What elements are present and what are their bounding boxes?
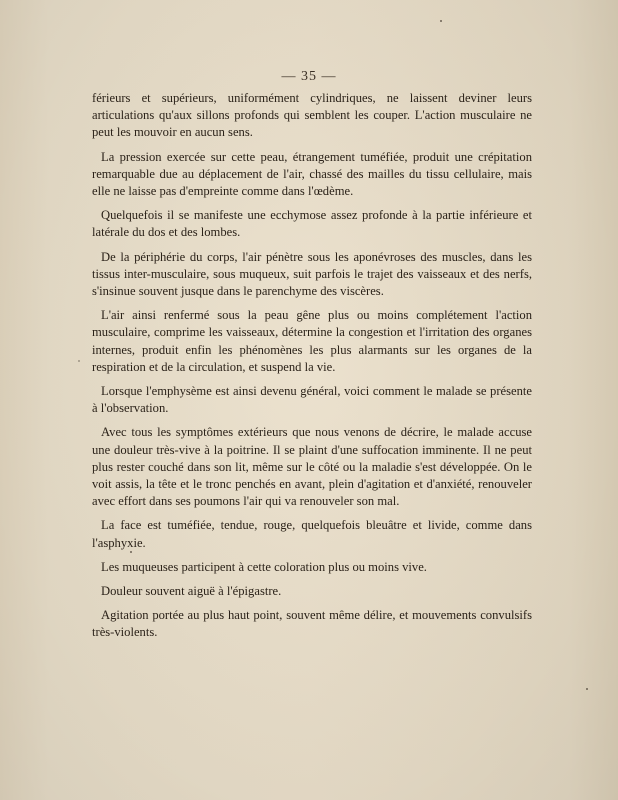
paragraph-9: Les muqueuses participent à cette coloration plus ou moins vive. (101, 559, 427, 574)
paper-speck (130, 551, 132, 553)
paragraph-3: Quelquefois il se manifeste une ecchymose assez profonde à la partie inférieure et latérale du dos et des lombes. (92, 208, 532, 240)
paragraph-5: L'air ainsi renfermé sous la peau gêne plus ou moins complétement l'action musculaire, comprime les vaisseaux, détermine la congestion et l'irritation des organes internes, produit enfin les phénomènes les plus alarmants sur les organes de la respiration et de la circulation, et suspend la vie. (92, 308, 532, 374)
paragraph-2: La pression exercée sur cette peau, étrangement tuméfiée, produit une crépitation remarquable due au déplacement de l'air, chassé des mailles du tissu cellulaire, mais elle ne laisse pas d'empreinte comme dans l'œdème. (92, 149, 532, 199)
paper-speck (440, 20, 442, 22)
paragraph-7: Avec tous les symptômes extérieurs que nous venons de décrire, le malade accuse une douleur très-vive à la poitrine. Il se plaint d'une suffocation imminente. Il ne peut plus rester couché dans son lit, même sur le côté ou la maladie s'est développée. On le voit assis, la tête et le tronc penchés en avant, plein d'agitation et d'anxiété, renouveler avec effort dans ses poumons l'air qui va renouveler son mal. (92, 425, 532, 509)
body-text (92, 90, 532, 649)
paragraph-8: La face est tuméfiée, tendue, rouge, quelquefois bleuâtre et livide, comme dans l'asphyxie. (92, 518, 532, 550)
paragraph-6: Lorsque l'emphysème est ainsi devenu général, voici comment le malade se présente à l'observation. (92, 384, 532, 416)
paragraph-4: De la périphérie du corps, l'air pénètre sous les aponévroses des muscles, dans les tissus inter-musculaire, sous muqueux, suit parfois le trajet des vaisseaux et des nerfs, s'insinue souvent jusque dans le parenchyme des viscères. (92, 249, 532, 299)
paragraph-11: Agitation portée au plus haut point, souvent même délire, et mouvements convulsifs très-violents. (92, 608, 532, 640)
paragraph-1: férieurs et supérieurs, uniformément cylindriques, ne laissent deviner leurs articulations qu'aux sillons profonds qui semblent les couper. L'action musculaire ne peut les mouvoir en aucun sens. (92, 91, 532, 140)
page-number: — 35 — (281, 69, 337, 84)
paper-speck (586, 688, 588, 690)
paragraph-10: Douleur souvent aiguë à l'épigastre. (101, 584, 282, 599)
paper-speck (78, 360, 80, 362)
